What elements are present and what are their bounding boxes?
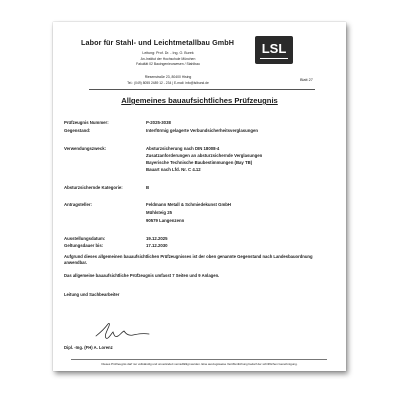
kategorie-label: Absturzsichernde Kategorie: [64,185,123,190]
lab-contact: Tel.: (049) 8055 2489 12 - 234 | E-mail: info@lslbund.de [127,81,209,85]
datum-value: 19.12.2025 [146,236,168,241]
verwendung-line: Bauart nach Lfd. Nr. C 4.12 [146,167,201,172]
document-title: Allgemeines bauaufsichtliches Prüfzeugnis [121,96,278,105]
header-divider [89,89,315,90]
nummer-label: Prüfzeugnis Nummer: [64,120,109,125]
verwendung-label: Verwendungszweck: [64,146,107,151]
lab-faculty: Fakultät 02 Bauingenieurwesen / Stahlbau [136,62,200,66]
lab-name: Labor für Stahl- und Leichtmetallbau GmbH [81,38,235,47]
kategorie-value: B [146,185,150,190]
gegenstand-value: Interförmig gelagerte Verbundsicherheitsverglasungen [146,128,258,133]
lsl-logo [255,36,293,64]
signer-name: Dipl. -Ing. (FH) A. Lorenz [64,345,113,350]
closing-text-1: Aufgrund dieses allgemeinen bauaufsichtlichen Prüfzeugnisses ist der oben genannte Gegenstand nach Landesbauordnung anwendbar. [64,254,313,266]
footer-divider [71,359,327,360]
lab-leitung: Leitung: Prof. Dr. - Ing. O. Burek [142,51,194,55]
antragsteller-line: Mühlsteig 25 [146,210,173,215]
nummer-value: P-2025-3038 [146,120,171,125]
gueltig-label: Geltungsdauer bis: [64,243,104,248]
gueltig-value: 17.12.2030 [146,243,168,248]
verwendung-line: Zusatzanforderungen an absturzsichernde Verglasungen [146,153,263,158]
closing-text-2: Das allgemeine bauaufsichtliche Prüfzeugnis umfasst 7 Seiten und 9 Anlagen. [64,273,220,278]
leitung-label: Leitung und Sachbearbeiter [64,292,120,297]
logo-text: LSL [261,41,287,56]
handwritten-signature [93,320,153,342]
antragsteller-label: Antragsteller: [64,202,92,207]
antragsteller-line: Feldmann Metall & Schmiedekunst GmbH [146,202,231,207]
datum-label: Ausstellungsdatum: [64,236,106,241]
page-label: Blatt 27 [300,78,313,82]
gegenstand-label: Gegenstand: [64,128,91,133]
verwendung-line: Bayerische Technische Baubestimmungen (Bay TB) [146,160,253,165]
antragsteller-line: 90579 Langenzenn [146,218,185,223]
lab-address: Riesenstraße 23, 80400 Hising [144,75,192,79]
footer-note: Dieses Prüfzeugnis darf nur vollständig und unverändert vervielfältigt werden. Eine auszugsweise Veröffentlichung bedarf der schriftlichen Genehmigung. [101,362,298,366]
lab-affiliation: An-Institut der Hochschule München [140,57,196,61]
verwendung-line: Absturzsicherung nach DIN 18008-4 [146,146,220,151]
certificate-sheet [53,22,346,371]
